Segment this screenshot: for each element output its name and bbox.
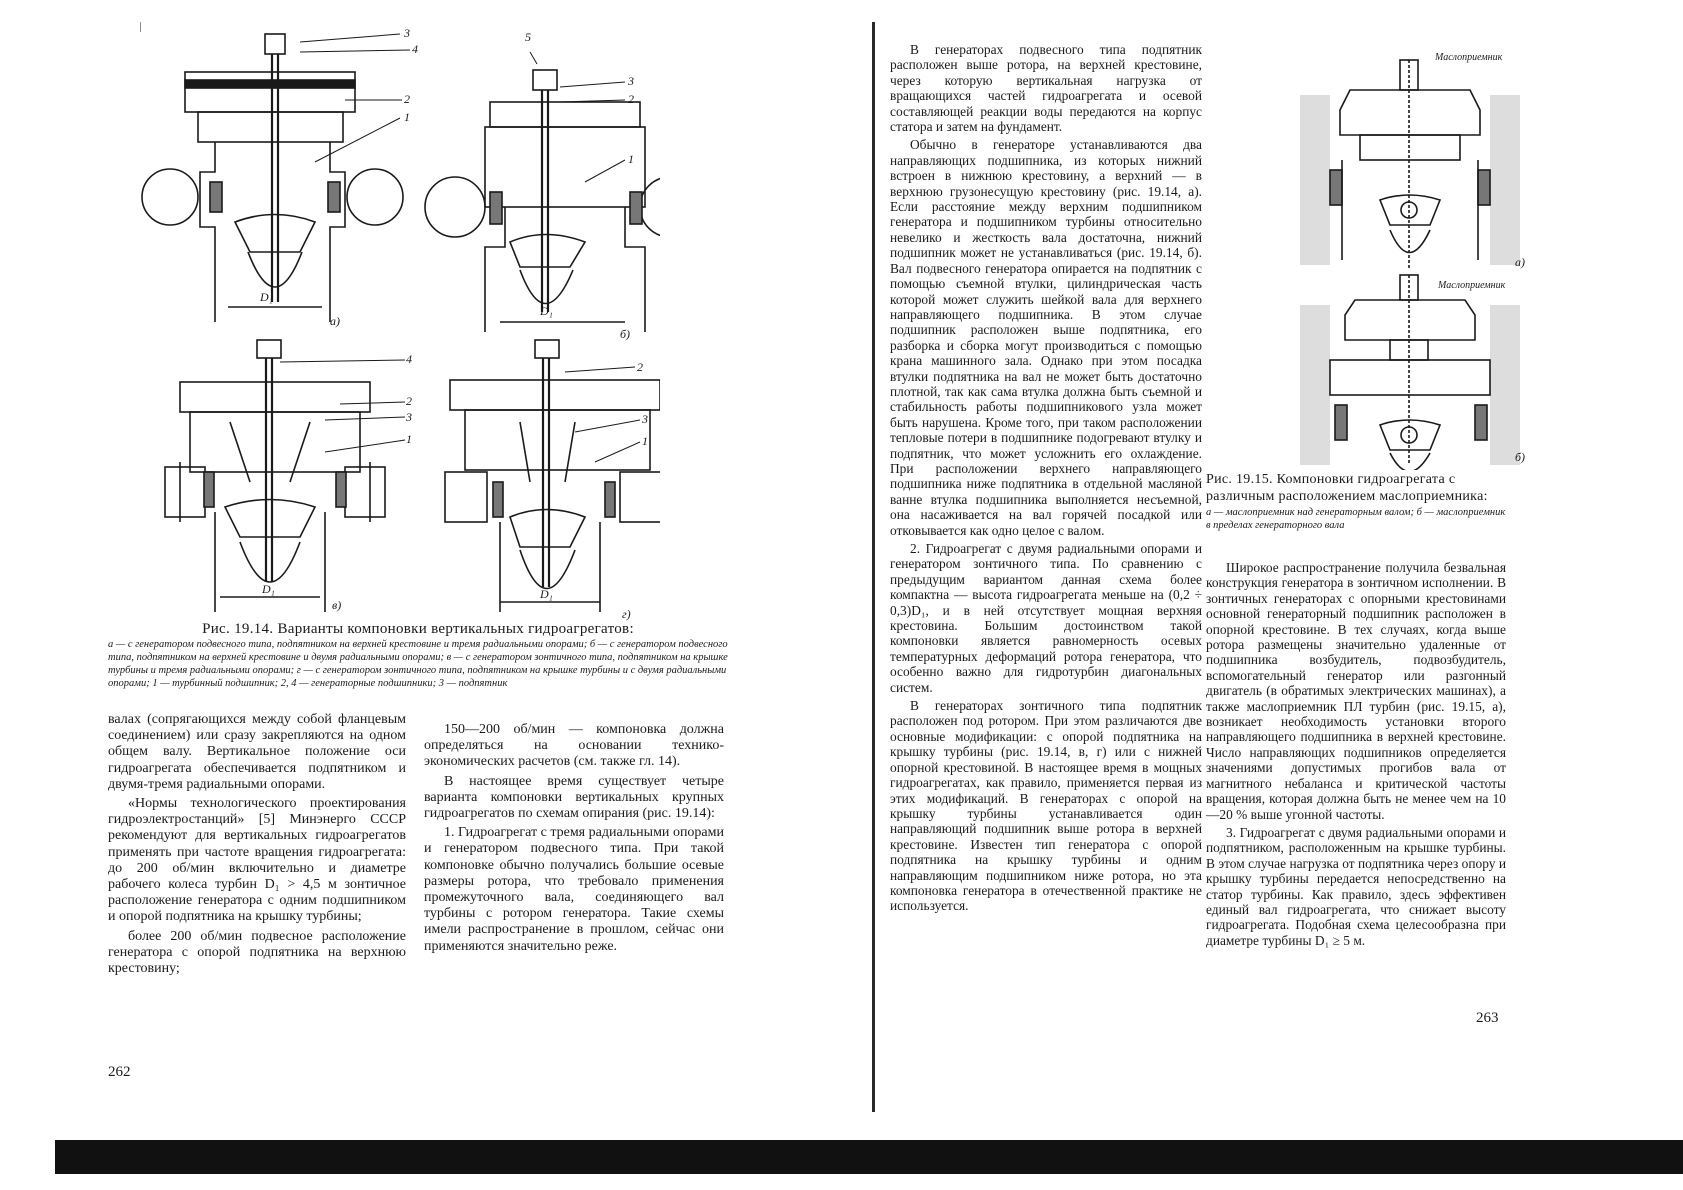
figure-19-14 — [140, 22, 660, 622]
page-number-right: 263 — [1476, 1010, 1499, 1026]
figure-19-15-drawing — [1290, 50, 1540, 470]
drawing-a — [140, 22, 410, 322]
fig-19-14-d1-b: D₁ — [540, 304, 553, 318]
callout-v-2: 2 — [406, 394, 412, 408]
right-col1-para-4: В генераторах зонтичного типа подпятник расположен под ротором. При этом различаются две основные модификации: с опорой подпятника на крышку турбины (рис. 19.14, в, г) или с нижней опорной крестовиной. В настоящее время в мощных гидроагрегатах, как правило, применяется первая из этих модификаций. В генераторах с опорой на крышку турбины устанавливается один направляющий подшипник выше ротора в верхней крестовине. Известен тип генератора с опорой подпятника на крышку турбины и одним направляющим подшипником ниже ротора, но эта компоновка генератора в отечественной практике не используется. — [890, 698, 1202, 914]
figure-19-14-caption-title: Рис. 19.14. Варианты компоновки вертикальных гидроагрегатов: — [202, 621, 634, 637]
right-page-column-2 — [1206, 560, 1506, 951]
fig-19-14-d1-a: D₁ — [260, 290, 273, 304]
fig-19-15-label-b: б) — [1515, 450, 1526, 464]
callout-g-2: 2 — [637, 360, 643, 374]
callout-a-3: 3 — [404, 26, 410, 40]
left-page-column-1 — [108, 712, 406, 980]
callout-b-5: 5 — [525, 30, 531, 44]
drawing-b — [425, 52, 660, 332]
callout-a-1: 1 — [404, 110, 410, 124]
fig-19-14-label-a: а) — [330, 314, 340, 328]
drawing-19-15-a — [1300, 60, 1520, 270]
callout-a-4: 4 — [412, 42, 418, 56]
fig-19-14-d1-v: D₁ — [262, 582, 275, 596]
scan-bottom-edge — [55, 1140, 1683, 1174]
left-col1-para-1: валах (сопрягающихся между собой фланцевым соединением) или сразу закрепляются на одном общем валу. Вертикальное положение оси гидроагрегата обеспечивается подпятником и двумя-тремя радиальными опорами. — [108, 712, 406, 792]
left-col1-para-2: «Нормы технологического проектирования гидроэлектростанций» [5] Минэнерго СССР рекомендуют для вертикальных гидроагрегатов применять при частоте вращения гидроагрегата: до 200 об/мин включительно и диаметре рабочего колеса турбин D₁ > 4,5 м зонтичное расположение генератора с одним подшипником и опорой подпятника на крышку турбины; — [108, 796, 406, 925]
callout-b-1: 1 — [628, 152, 634, 166]
left-col1-para-3: более 200 об/мин подвесное расположение генератора с опорой подпятника на верхнюю крестовину; — [108, 928, 406, 977]
figure-19-14-caption-legend: а — с генератором подвесного типа, подпятником на верхней крестовине и тремя радиальными опорами; б — с генератором подвесного типа, подпятником на верхней крестовине и двумя радиальными опорами; в — с генератором зонтичного типа, подпятником на крышке турбины и тремя радиальными опорами; г — с генератором зонтичного типа, подпятником на крышке турбины и с двумя радиальными опорами; 1 — турбинный подшипник; 2, 4 — генераторные подшипники; 3 — подпятник — [108, 639, 728, 690]
callout-g-3: 3 — [642, 412, 648, 426]
drawing-g — [445, 340, 660, 612]
fig-19-15-callout-bottom: Маслоприемник — [1438, 280, 1506, 291]
callout-a-2: 2 — [404, 92, 410, 106]
drawing-19-15-b — [1300, 275, 1520, 470]
page-gutter — [872, 22, 875, 1112]
callout-v-1: 1 — [406, 432, 412, 446]
left-col2-para-3: 1. Гидроагрегат с тремя радиальными опорами и генератором подвесного типа. При такой компоновке обычно получались большие осевые размеры ротора, что требовало применения промежуточного вала, соединяющего вал турбины с ротором генератора. Такие схемы имели распространение в прошлом, сейчас они применяются значительно реже. — [424, 825, 724, 954]
fig-19-14-label-g: г) — [622, 607, 631, 621]
figure-19-15-caption-legend: а — маслоприемник над генераторным валом; б — маслоприемник в пределах генераторного вала — [1206, 506, 1506, 531]
right-col1-para-2: Обычно в генераторе устанавливаются два направляющих подшипника, из которых нижний встроен в нижнюю крестовину, а верхний — в верхнюю грузонесущую крестовину (рис. 19.14, а). Если расстояние между верхним подшипником генератора и подшипником турбины относительно невелико и жесткость вала достаточна, нижний подшипник может не устанавливаться (рис. 19.14, б). Вал подвесного генератора опирается на подпятник с помощью съемной втулки, цилиндрическая часть которой может служить шейкой вала для верхнего направляющего подшипника. В этом случае подшипник расположен выше подпятника, его разборка и сборка могут производиться с помощью крана машинного зала. Однако при этом посадка втулки подпятника на вал не может быть достаточно плотной, так как сама втулка должна быть съемной и стабильность работы подшипникового узла может быть нарушена. Кроме того, при таком расположении тепловые потери в подшипнике подогревают втулку и подпятник, что может усложнить его охлаждение. При расположении верхнего направляющего подшипника ниже подпятника в отдельной масляной ванне втулка подшипника выполняется несъемной, она насаживается на вал горячей посадкой или отковывается как одно целое с валом. — [890, 137, 1202, 538]
fig-19-14-d1-g: D₁ — [540, 587, 553, 601]
callout-g-1: 1 — [642, 434, 648, 448]
figure-19-14-caption — [108, 620, 728, 691]
left-col2-para-2: В настоящее время существует четыре варианта компоновки вертикальных крупных гидроагрегатов по схемам опирания (рис. 19.14): — [424, 773, 724, 822]
figure-19-15 — [1290, 50, 1540, 470]
figure-19-14-drawing — [140, 22, 660, 622]
right-col2-para-2: 3. Гидроагрегат с двумя радиальными опорами и подпятником, расположенным на крышке турбины. В этом случае нагрузка от подпятника через опору и крышку турбины передается непосредственно на статор турбины. Как правило, здесь эффективен единый вал гидроагрегата, что снижает высоту гидроагрегата. Подобная схема целесообразна при диаметре турбины D₁ ≥ 5 м. — [1206, 824, 1506, 948]
callout-b-3: 3 — [628, 74, 634, 88]
page-number-left: 262 — [108, 1064, 131, 1080]
left-col2-para-1: 150—200 об/мин — компоновка должна определяться на основании технико-экономических расчетов (см. также гл. 14). — [424, 722, 724, 770]
fig-19-14-label-v: в) — [332, 598, 342, 612]
left-page-column-2 — [424, 722, 724, 958]
figure-19-15-caption — [1206, 472, 1506, 532]
drawing-v — [165, 340, 405, 612]
right-col1-para-1: В генераторах подвесного типа подпятник расположен выше ротора, на верхней крестовине, через которую вертикальная нагрузка от вращающихся частей гидроагрегата и осевой составляющей реакции воды передаются на корпус статора и затем на фундамент. — [890, 42, 1202, 135]
right-page-column-1 — [890, 42, 1202, 917]
fig-19-15-label-a: а) — [1515, 255, 1525, 269]
callout-v-4: 4 — [406, 352, 412, 366]
right-col2-para-1: Широкое распространение получила безвальная конструкция генератора в зонтичном исполнении. В зонтичных генераторах с опорными крестовинами основной генераторный подшипник расположен в опорной крестовине. В тех случаях, когда выше ротора размещены значительно удаленные от подшипника возбудитель, подвозбудитель, вспомогательный генератор или разгонный двигатель (в обратимых электрических машинах), а также маслоприемник ПЛ турбин (рис. 19.15, а), возникает необходимость установки второго направляющего подшипника в верхней крестовине. Число направляющих подшипников определяется значениями допустимых прогибов вала от магнитного небаланса и критической частоты вращения, которая должна быть не менее чем на 10—20 % выше угонной частоты. — [1206, 560, 1506, 822]
callout-b-2: 2 — [628, 92, 634, 106]
right-col1-para-3: 2. Гидроагрегат с двумя радиальными опорами и генератором зонтичного типа. По сравнению с предыдущим вариантом данная схема более компактна — высота гидроагрегата меньше на (0,2 ÷ 0,3)D₁, и в ней отсутствует мощная верхняя крестовина. Большим достоинством такой компоновки является равномерность осевых температурных деформаций ротора генератора, что особенно важно для гидротурбин диагональных систем. — [890, 541, 1202, 695]
fig-19-15-callout-top: Маслоприемник — [1435, 52, 1503, 63]
figure-19-15-caption-title: Рис. 19.15. Компоновки гидроагрегата с различным расположением маслоприемника: — [1206, 472, 1488, 504]
callout-v-3: 3 — [406, 410, 412, 424]
right-page — [880, 0, 1683, 1190]
fig-19-14-label-b: б) — [620, 327, 631, 341]
